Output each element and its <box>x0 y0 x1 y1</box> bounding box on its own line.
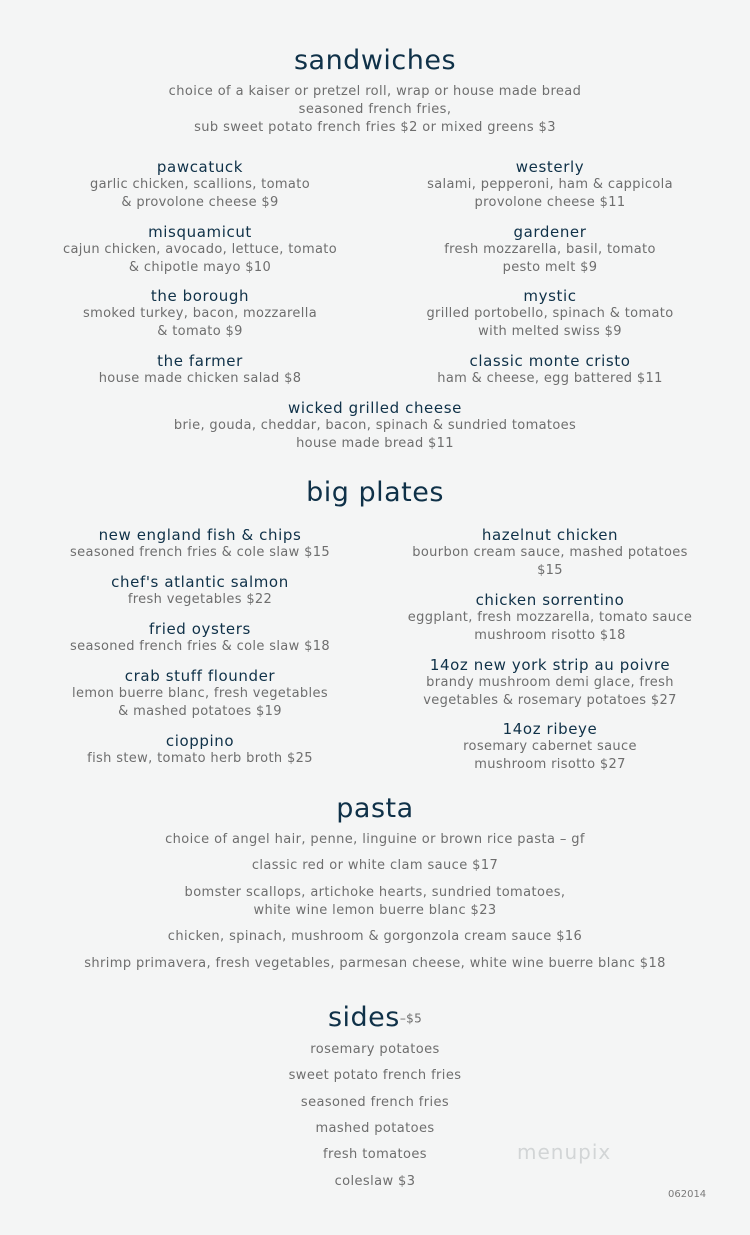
sandwiches-intro-line: seasoned french fries, <box>298 102 452 117</box>
item-description <box>350 674 750 710</box>
item-name: crab stuff flounder <box>124 667 276 685</box>
item-name: gardener <box>513 223 587 241</box>
item-description-line: ham & cheese, egg battered $11 <box>437 371 663 386</box>
item-description-line: lemon buerre blanc, fresh vegetables <box>72 686 328 701</box>
menu-item-chicken-sorrentino <box>350 591 750 645</box>
sandwiches-intro-line: sub sweet potato french fries $2 or mixed greens $3 <box>194 120 556 135</box>
item-description <box>350 609 750 645</box>
item-description-line: & mashed potatoes $19 <box>118 704 282 719</box>
sides-price: –$5 <box>399 1011 423 1026</box>
pasta-title: pasta <box>336 793 414 824</box>
menu-item-ribeye <box>350 720 750 774</box>
item-name: new england fish & chips <box>98 526 302 544</box>
item-name: 14oz new york strip au poivre <box>429 656 671 674</box>
menu-item-the-farmer <box>0 352 400 388</box>
item-name: the borough <box>150 287 250 305</box>
item-description-line: mushroom risotto $27 <box>474 757 626 772</box>
menu-item-new-york-strip <box>350 656 750 710</box>
big-plates-title: big plates <box>306 477 444 508</box>
item-name: wicked grilled cheese <box>288 399 462 417</box>
item-name: westerly <box>515 158 585 176</box>
item-description-line: seasoned french fries & cole slaw $18 <box>70 639 330 654</box>
item-description-line: grilled portobello, spinach & tomato <box>426 306 674 321</box>
item-description-line: & chipotle mayo $10 <box>128 260 272 275</box>
item-description <box>0 241 400 277</box>
item-name: chef's atlantic salmon <box>111 573 289 591</box>
menu-item-pawcatuck <box>0 158 400 212</box>
item-description <box>350 370 750 388</box>
side-item: mashed potatoes <box>315 1121 435 1136</box>
item-description <box>0 176 400 212</box>
pasta-line: classic red or white clam sauce $17 <box>251 858 499 873</box>
item-description <box>0 305 400 341</box>
menu-item-westerly <box>350 158 750 212</box>
item-description-line: & provolone cheese $9 <box>121 195 279 210</box>
sides-heading <box>0 1001 750 1036</box>
item-description-line: mushroom risotto $18 <box>474 628 626 643</box>
menupix-watermark: menupix <box>517 1140 612 1164</box>
item-description-line: with melted swiss $9 <box>478 324 622 339</box>
item-description <box>0 370 400 388</box>
sandwiches-intro-line: choice of a kaiser or pretzel roll, wrap or house made bread <box>168 84 582 99</box>
item-description <box>350 738 750 774</box>
item-description <box>350 176 750 212</box>
menu-item-hazelnut-chicken <box>350 526 750 580</box>
item-description-line: bourbon cream sauce, mashed potatoes <box>412 545 688 560</box>
menu-item-mystic <box>350 287 750 341</box>
sides-title: sides <box>327 1002 400 1033</box>
item-description-line: $15 <box>537 563 563 578</box>
item-description-line: brandy mushroom demi glace, fresh <box>426 675 674 690</box>
item-description-line: rosemary cabernet sauce <box>463 739 637 754</box>
pasta-line: white wine lemon buerre blanc $23 <box>253 903 497 918</box>
item-name: pawcatuck <box>156 158 244 176</box>
item-description <box>350 241 750 277</box>
menu-item-gardener <box>350 223 750 277</box>
menu-item-crab-stuff-flounder <box>0 667 400 721</box>
item-description-line: salami, pepperoni, ham & cappicola <box>427 177 673 192</box>
item-description <box>0 417 750 453</box>
item-name: chicken sorrentino <box>475 591 625 609</box>
item-description <box>350 544 750 580</box>
menu-code: 062014 <box>668 1189 707 1200</box>
item-name: the farmer <box>157 352 243 370</box>
item-description <box>350 305 750 341</box>
item-description <box>0 750 400 768</box>
sandwiches-title: sandwiches <box>293 45 457 76</box>
side-item: rosemary potatoes <box>310 1042 440 1057</box>
side-item: seasoned french fries <box>300 1095 450 1110</box>
item-description-line: smoked turkey, bacon, mozzarella <box>82 306 318 321</box>
pasta-line: bomster scallops, artichoke hearts, sundried tomatoes, <box>184 885 566 900</box>
item-description-line: house made chicken salad $8 <box>98 371 302 386</box>
menu-item-misquamicut <box>0 223 400 277</box>
item-name: fried oysters <box>149 620 251 638</box>
item-description-line: house made bread $11 <box>296 436 454 451</box>
item-description <box>0 591 400 609</box>
menu-item-cioppino <box>0 732 400 768</box>
menu-item-fried-oysters <box>0 620 400 656</box>
item-description-line: fish stew, tomato herb broth $25 <box>87 751 313 766</box>
menu-item-the-borough <box>0 287 400 341</box>
item-name: hazelnut chicken <box>481 526 619 544</box>
item-description-line: garlic chicken, scallions, tomato <box>89 177 310 192</box>
side-item: fresh tomatoes <box>323 1147 427 1162</box>
item-description-line: seasoned french fries & cole slaw $15 <box>70 545 330 560</box>
item-description <box>0 544 400 562</box>
menu-item-atlantic-salmon <box>0 573 400 609</box>
item-description-line: cajun chicken, avocado, lettuce, tomato <box>62 242 338 257</box>
item-description-line: pesto melt $9 <box>502 260 598 275</box>
pasta-line: chicken, spinach, mushroom & gorgonzola cream sauce $16 <box>167 929 583 944</box>
item-name: mystic <box>523 287 577 305</box>
item-name: classic monte cristo <box>469 352 631 370</box>
pasta-line: choice of angel hair, penne, linguine or brown rice pasta – gf <box>165 832 585 847</box>
item-description-line: fresh mozzarella, basil, tomato <box>444 242 656 257</box>
item-description-line: & tomato $9 <box>157 324 243 339</box>
pasta-line: shrimp primavera, fresh vegetables, parmesan cheese, white wine buerre blanc $18 <box>84 956 666 971</box>
side-item: sweet potato french fries <box>288 1068 462 1083</box>
item-description-line: eggplant, fresh mozzarella, tomato sauce <box>407 610 693 625</box>
item-description-line: provolone cheese $11 <box>474 195 626 210</box>
item-description-line: brie, gouda, cheddar, bacon, spinach & sundried tomatoes <box>173 418 577 433</box>
item-description <box>0 638 400 656</box>
item-name: 14oz ribeye <box>502 720 598 738</box>
sandwiches-intro <box>0 83 750 137</box>
item-name: cioppino <box>165 732 235 750</box>
side-item: coleslaw $3 <box>334 1174 416 1189</box>
item-description <box>0 685 400 721</box>
menu-item-classic-monte-cristo <box>350 352 750 388</box>
item-name: misquamicut <box>148 223 252 241</box>
item-description-line: fresh vegetables $22 <box>127 592 273 607</box>
menu-item-wicked-grilled-cheese <box>0 399 750 453</box>
item-description-line: vegetables & rosemary potatoes $27 <box>423 693 677 708</box>
menu-item-fish-and-chips <box>0 526 400 562</box>
